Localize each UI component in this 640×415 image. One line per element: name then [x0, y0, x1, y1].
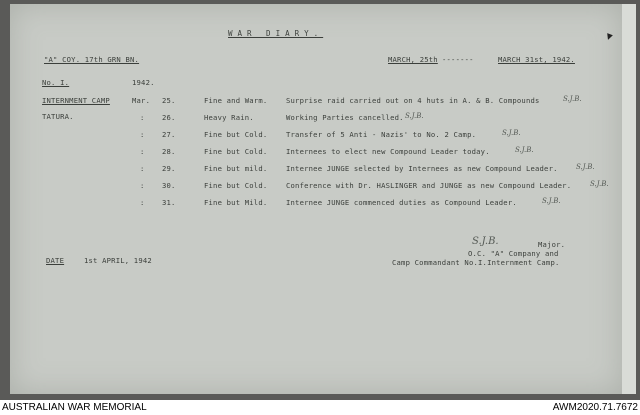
entry-initials: S.J.B. — [405, 112, 424, 120]
signature-line-2: Camp Commandant No.I.Internment Camp. — [392, 258, 560, 267]
place-line-1: INTERNMENT CAMP — [42, 96, 110, 105]
entry-event: Internee JUNGE commenced duties as Compound Leader. — [286, 198, 517, 207]
entry-day: 28. — [162, 147, 176, 156]
diary-year: 1942. — [132, 78, 155, 87]
footer-institution: AUSTRALIAN WAR MEMORIAL — [2, 402, 147, 413]
entry-weather: Fine but mild. — [204, 164, 268, 173]
entry-mark: : — [140, 147, 145, 156]
signature-line-1: O.C. "A" Company and — [468, 249, 559, 258]
entry-mark: : — [140, 198, 145, 207]
period-from: MARCH, 25th — [388, 55, 438, 64]
entry-initials: S.J.B. — [502, 129, 521, 137]
entry-day: 30. — [162, 181, 176, 190]
date-value: 1st APRIL, 1942 — [84, 256, 152, 265]
entry-event: Working Parties cancelled. — [286, 113, 404, 122]
entry-weather: Fine and Warm. — [204, 96, 268, 105]
unit-name: "A" COY. 17th GRN BN. — [44, 55, 140, 64]
footer-accession-number: AWM2020.71.7672 — [552, 402, 638, 413]
entry-initials: S.J.B. — [563, 95, 582, 103]
entry-initials: S.J.B. — [542, 197, 561, 205]
signature-rank: Major. — [538, 240, 566, 249]
entry-initials: S.J.B. — [590, 180, 609, 188]
entry-event: Internees to elect new Compound Leader today. — [286, 147, 490, 156]
month-label: Mar. — [132, 96, 151, 105]
entry-weather: Heavy Rain. — [204, 113, 254, 122]
date-label: DATE — [46, 256, 65, 265]
diary-number: No. I. — [42, 78, 70, 87]
entry-initials: S.J.B. — [576, 163, 595, 171]
entry-event: Surprise raid carried out on 4 huts in A. & B. Compounds — [286, 96, 540, 105]
period-dash: ------- — [442, 55, 474, 64]
entry-day: 29. — [162, 164, 176, 173]
entry-event: Internee JUNGE selected by Internees as new Compound Leader. — [286, 164, 558, 173]
entry-mark: : — [140, 113, 145, 122]
entry-mark: : — [140, 130, 145, 139]
period-to: MARCH 31st, 1942. — [498, 55, 575, 64]
diary-page — [10, 4, 622, 394]
entry-event: Transfer of 5 Anti - Nazis' to No. 2 Camp. — [286, 130, 477, 139]
entry-weather: Fine but Cold. — [204, 130, 268, 139]
signature: S.J.B. — [472, 236, 499, 247]
footer-bar — [0, 400, 640, 415]
entry-weather: Fine but Mild. — [204, 198, 268, 207]
entry-weather: Fine but Cold. — [204, 147, 268, 156]
place-line-2: TATURA. — [42, 112, 74, 121]
entry-day: 27. — [162, 130, 176, 139]
entry-day: 31. — [162, 198, 176, 207]
entry-mark: : — [140, 164, 145, 173]
document-title: WAR DIARY. — [228, 29, 324, 38]
entry-day: 25. — [162, 96, 176, 105]
entry-event: Conference with Dr. HASLINGER and JUNGE as new Compound Leader. — [286, 181, 572, 190]
entry-initials: S.J.B. — [515, 146, 534, 154]
paper-edge — [622, 4, 636, 394]
entry-weather: Fine but Cold. — [204, 181, 268, 190]
entry-mark: : — [140, 181, 145, 190]
entry-day: 26. — [162, 113, 176, 122]
